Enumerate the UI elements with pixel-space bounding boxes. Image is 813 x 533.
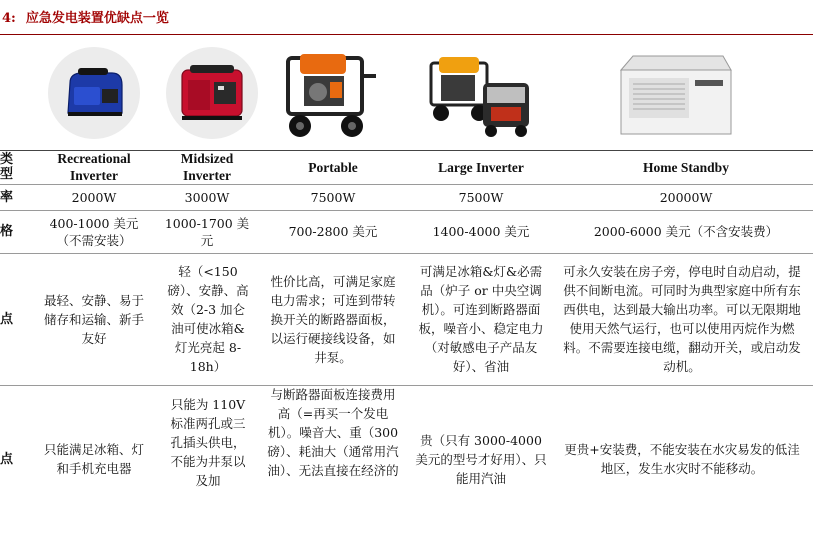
pros-home-standby: 可永久安装在房子旁，停电时自动启动，提供不间断电流。可同时为典型家庭中所有东西供电，达到最大输出功率。可以无限期地使用天然气运行，也可以使用丙烷作为燃料。不需要连接电缆，翻动开关，或启动发动机。 [563, 264, 801, 374]
pros-recreational-inverter: 最轻、安静、易于储存和运输、新手友好 [43, 292, 144, 346]
pros-midsized-inverter: 轻（<150 磅）、安静、高效（2-3 加仑油可使冰箱&灯光亮起 8-18h） [167, 264, 249, 374]
row-label-power: 率 [0, 189, 14, 205]
row-label-type: 类 型 [0, 152, 14, 182]
price-large-inverter: 1400-4000 美元 [432, 224, 530, 239]
price-home-standby: 2000-6000 美元（不含安装费） [593, 224, 779, 239]
power-midsized-inverter: 3000W [184, 189, 230, 205]
column-header-recreational-inverter: Recreational Inverter [57, 151, 131, 183]
row-label-price: 格 [0, 224, 14, 239]
large-inverter-generator-icon [421, 45, 539, 141]
red-inverter-generator-icon [174, 62, 250, 124]
pros-large-inverter: 可满足冰箱&灯&必需品（炉子 or 中央空调机）。可连到断路器面板，噪音小、稳定电力（对敏感电子产品友好）、省油 [418, 264, 544, 374]
portable-generator-image [272, 40, 384, 145]
row-label-pros: 点 [0, 311, 14, 327]
cons-recreational-inverter: 只能满足冰箱、灯和手机充电器 [43, 442, 144, 476]
home-standby-generator-cabinet-icon [611, 44, 739, 142]
small-blue-inverter-generator-icon [56, 63, 132, 123]
figure-title-bar [0, 0, 813, 35]
column-header-midsized-inverter: Midsized Inverter [180, 151, 234, 183]
recreational-inverter-image [42, 40, 146, 145]
figure-title-text: 应急发电装置优缺点一览 [25, 11, 169, 26]
open-frame-portable-generator-icon [274, 44, 382, 142]
row-label-cons: 点 [0, 451, 14, 467]
power-large-inverter: 7500W [458, 189, 504, 205]
power-home-standby: 20000W [659, 189, 713, 205]
cons-large-inverter: 贵（只有 3000-4000 美元的型号才好用）、只能用汽油 [415, 432, 547, 486]
column-header-portable: Portable [308, 159, 358, 175]
power-portable: 7500W [310, 189, 356, 205]
cons-midsized-inverter: 只能为 110V 标准两孔或三孔插头供电，不能为井泵以及加 [170, 397, 246, 488]
home-standby-image [610, 40, 740, 145]
cons-home-standby: 更贵+安装费，不能安装在水灾易发的低洼地区，发生水灾时不能移动。 [564, 442, 800, 476]
price-portable: 700-2800 美元 [288, 224, 378, 239]
large-inverter-image [420, 40, 540, 145]
midsized-inverter-image [160, 40, 264, 145]
column-header-home-standby: Home Standby [643, 159, 729, 175]
cons-portable: 与断路器面板连接费用高（=再买一个发电机）。噪音大、重（300 磅）、耗油大（通常用汽油）、无法直接在经济的 [267, 387, 399, 478]
power-recreational-inverter: 2000W [71, 189, 117, 205]
figure-title [2, 7, 169, 26]
column-header-large-inverter: Large Inverter [438, 159, 524, 175]
figure-number: 4: [2, 11, 16, 26]
pros-portable: 性价比高，可满足家庭电力需求；可连到带转换开关的断路器面板，以运行硬接线设备，如井泵。 [270, 273, 396, 365]
price-midsized-inverter: 1000-1700 美元 [164, 215, 250, 248]
price-recreational-inverter: 400-1000 美元（不需安装） [49, 215, 139, 248]
